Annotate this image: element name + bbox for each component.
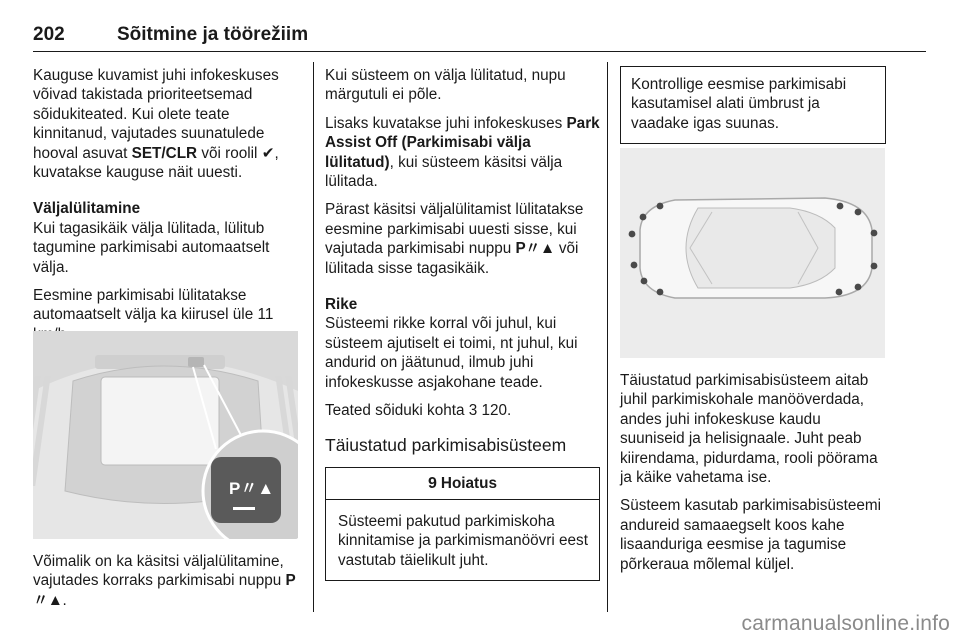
park-assist-button-small (188, 357, 204, 367)
column-3-text (620, 371, 886, 583)
paragraph-manual-off: Võimalik on ka käsitsi väljalülitamine, vajutades korraks parkimisabi nuppu P〃▲. (33, 553, 296, 609)
paragraph-indicator: Kui süsteem on välja lülitatud, nupu märgutuli ei põle. (325, 67, 566, 104)
warning-header (326, 468, 599, 500)
paragraph-fault: Süsteemi rikke korral või juhul, kui süsteem ajutiselt ei toimi, nt juhul, kui andurid on jäätunud, ilmub juhi infokeskusse asjakohane teade. (325, 315, 578, 391)
paragraph-advanced-description: Täiustatud parkimisabisüsteem aitab juhil parkimiskohale manööverdada, andes juhi infokeskuse kaudu suuniseid ja helisignaale. Juht peab kiirendama, pidurdama, rooli pöörama ja käike vahetama ise. (620, 372, 878, 487)
page-number: 202 (33, 24, 65, 45)
paragraph-vehicle-messages: Teated sõiduki kohta 3 120. (325, 402, 512, 420)
paragraph-reactivation: Pärast käsitsi väljalülitamist lülitatakse eesmine parkimisabi uuesti sisse, kui vajutada parkimisabi nuppu P〃▲ või lülitada sisse tagasikäik. (325, 201, 584, 277)
paragraph-park-assist-off: Lisaks kuvatakse juhi infokeskuses Park Assist Off (Parkimisabi välja lülitatud), kui süsteem käsitsi välja lülitada. (325, 114, 600, 191)
infotainment-screen (101, 377, 219, 465)
column-3 (620, 66, 886, 144)
paragraph-sensors: Süsteem kasutab parkimisabisüsteemi andureid samaaegselt koos kahe lisaanduriga eesmise ja tagumise põrkeraua mõlemal küljel. (620, 497, 882, 573)
car-sensors-illustration (620, 148, 885, 358)
paragraph-distance-display: Kauguse kuvamist juhi infokeskuses võivad takistada prioriteetsemad sõidukiteated. Kui olete teate kinnitanud, vajutades suunatulede hooval asuvat SET/CLR või roolil ✔, kuvatakse kauguse näit uuesti. (33, 67, 279, 182)
column-1 (33, 66, 301, 353)
page-reference-arrow-icon: 3 (468, 402, 478, 420)
park-assist-icon: P〃▲ (33, 572, 296, 609)
warning-box (325, 467, 600, 581)
section-title-advanced-park-assist: Täiustatud parkimisabisüsteem (325, 434, 567, 455)
paragraph-speed-off: Eesmine parkimisabi lülitatakse automaatselt välja ka kiirusel üle 11 (33, 287, 274, 324)
heading-deactivation: Väljalülitamine (33, 200, 141, 218)
car-top-view-drawing (620, 148, 885, 358)
warning-text: Süsteemi pakutud parkimiskoha kinnitamise ja parkimismanöövri eest vastutab täielikult juht. (338, 512, 588, 569)
park-assist-icon: P〃▲ (515, 240, 555, 258)
page-header (33, 20, 926, 52)
page-title: Sõitmine ja töörežiim (117, 24, 309, 45)
watermark: carmanualsonline.info (741, 612, 950, 635)
park-assist-button-symbol: P〃▲ (229, 479, 275, 498)
column-divider-1 (313, 62, 314, 612)
dashboard-illustration (33, 331, 298, 539)
paragraph-reverse-off: Kui tagasikäik välja lülitada, lülitub tagumine parkimisabi automaatselt välja. (33, 219, 270, 276)
warning-title: Hoiatus (440, 474, 497, 492)
heading-fault: Rike (325, 296, 358, 314)
column-2 (325, 66, 600, 581)
dashboard-drawing (33, 331, 298, 539)
note-box: Kontrollige eesmise parkimisabi kasutamisel alati ümbrust ja vaadake igas suunas. (620, 66, 886, 144)
warning-triangle-icon: 9 (428, 474, 437, 492)
column-divider-2 (607, 62, 608, 612)
